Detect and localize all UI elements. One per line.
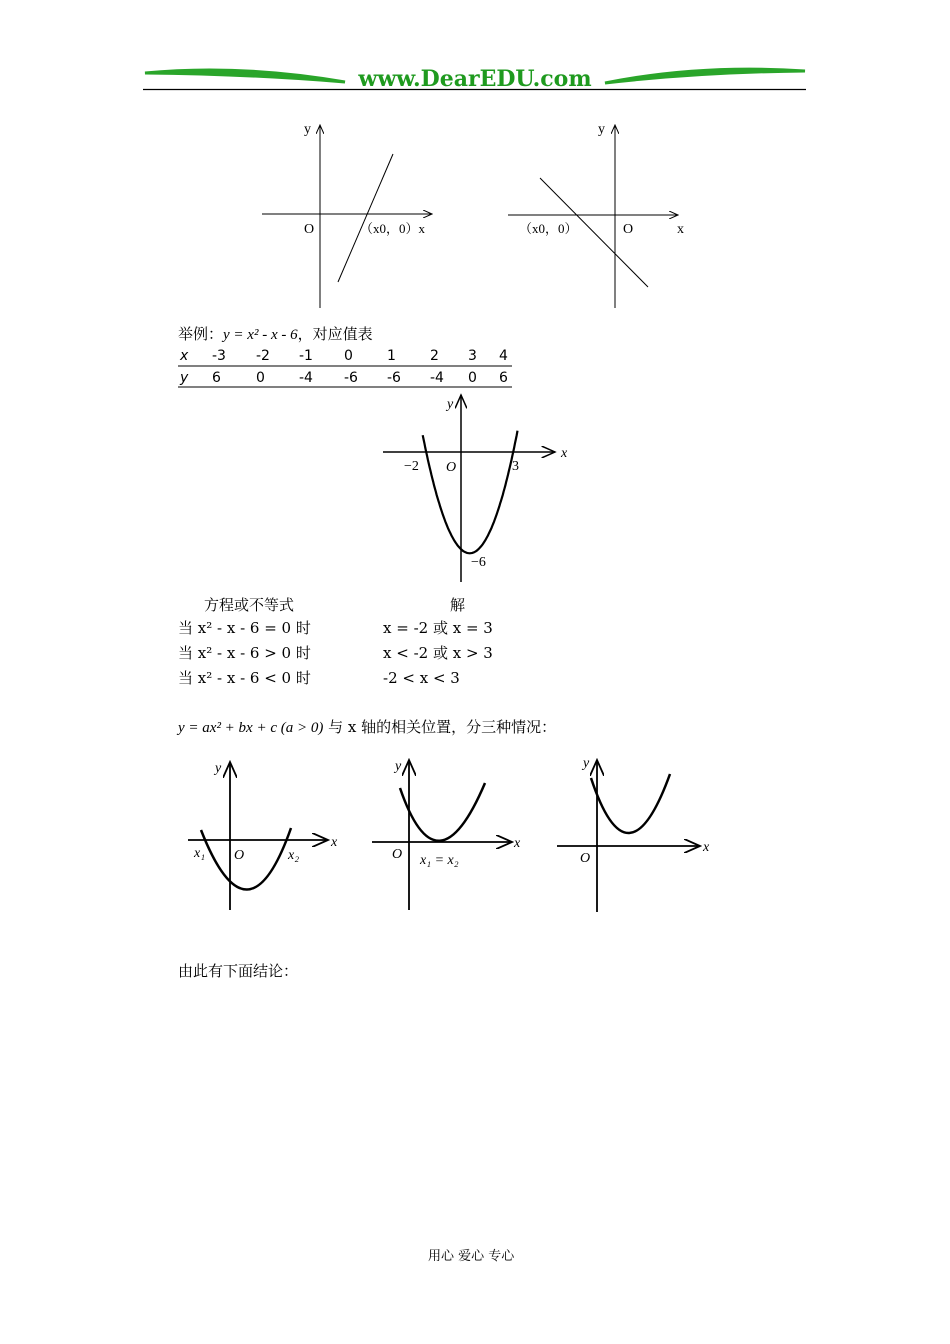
y-label: y bbox=[583, 756, 590, 771]
root2-label: 3 bbox=[512, 459, 519, 474]
line-graph-positive-slope bbox=[262, 122, 432, 308]
x-label: x bbox=[677, 222, 684, 237]
vertex-label: −6 bbox=[471, 555, 486, 570]
x2-label: x₂ bbox=[288, 848, 300, 863]
y-label: y bbox=[447, 397, 454, 412]
table-cell: 2 bbox=[430, 348, 439, 364]
table-cell: -6 bbox=[344, 370, 358, 386]
table-cell: 6 bbox=[499, 370, 508, 386]
example-intro: 举例： bbox=[178, 325, 224, 343]
table-cell: -1 bbox=[299, 348, 313, 364]
condition-row: 当 x² - x - 6 > 0 时 bbox=[178, 644, 311, 662]
table-cell: -2 bbox=[256, 348, 270, 364]
x1-equals-x2-label: x₁ = x₂ bbox=[420, 853, 459, 868]
cases-text: 与 x 轴的相关位置，分三种情况： bbox=[328, 718, 557, 736]
table-cell: -4 bbox=[299, 370, 313, 386]
solution-row: x = -2 或 x = 3 bbox=[383, 619, 493, 637]
origin-label: O bbox=[234, 848, 245, 863]
x1-label: x₁ bbox=[194, 846, 206, 861]
table-cell: 6 bbox=[212, 370, 221, 386]
example-suffix: ，对应值表 bbox=[297, 325, 373, 343]
row-label: y bbox=[180, 370, 189, 386]
solutions-header-right: 解 bbox=[450, 596, 466, 614]
solution-row: x < -2 或 x > 3 bbox=[383, 644, 493, 662]
table-cell: 4 bbox=[499, 348, 508, 364]
origin-label: O bbox=[446, 460, 457, 475]
parabola-example-graph bbox=[383, 395, 568, 582]
parabola-curve bbox=[591, 774, 670, 833]
root1-label: −2 bbox=[404, 459, 419, 474]
table-cell: 0 bbox=[256, 370, 265, 386]
conclusion: 由此有下面结论： bbox=[178, 962, 299, 980]
case-two-roots-graph bbox=[188, 761, 338, 910]
table-cell: 1 bbox=[387, 348, 396, 364]
y-label: y bbox=[215, 761, 222, 776]
line bbox=[338, 154, 393, 282]
footer: 用心 爱心 专心 bbox=[428, 1249, 515, 1264]
y-label: y bbox=[304, 122, 311, 137]
origin-label: O bbox=[304, 222, 315, 237]
x-label: x bbox=[561, 446, 568, 461]
condition-row: 当 x² - x - 6 < 0 时 bbox=[178, 669, 311, 687]
parabola-curve bbox=[423, 431, 518, 554]
y-label: y bbox=[598, 122, 605, 137]
solutions-header-left: 方程或不等式 bbox=[204, 596, 295, 614]
case-one-root-graph bbox=[372, 759, 521, 910]
parabola-curve bbox=[201, 828, 291, 890]
solution-row: -2 < x < 3 bbox=[383, 669, 460, 687]
origin-label: O bbox=[580, 851, 591, 866]
line-graph-negative-slope bbox=[508, 122, 684, 308]
parabola-curve bbox=[400, 783, 485, 841]
cases-formula: y = ax² + bx + c (a > 0) bbox=[178, 720, 324, 736]
x-label: x bbox=[514, 836, 521, 851]
y-label: y bbox=[395, 759, 402, 774]
point-label: （x0，0）x bbox=[360, 221, 426, 236]
origin-label: O bbox=[392, 847, 403, 862]
table-cell: 0 bbox=[468, 370, 477, 386]
table-cell: -3 bbox=[212, 348, 226, 364]
origin-label: O bbox=[623, 222, 634, 237]
x-label: x bbox=[331, 835, 338, 850]
table-cell: -6 bbox=[387, 370, 401, 386]
table-cell: 0 bbox=[344, 348, 353, 364]
row-label: x bbox=[180, 348, 189, 364]
cases-intro bbox=[178, 720, 556, 736]
point-label: （x0，0） bbox=[519, 221, 578, 236]
logo-text: www.DearEDU.com bbox=[358, 66, 592, 92]
condition-row: 当 x² - x - 6 = 0 时 bbox=[178, 619, 311, 637]
example-line bbox=[178, 327, 373, 343]
table-cell: -4 bbox=[430, 370, 444, 386]
x-label: x bbox=[703, 840, 710, 855]
example-formula: y = x² - x - 6 bbox=[223, 327, 298, 343]
case-no-roots-graph bbox=[557, 756, 710, 912]
table-cell: 3 bbox=[468, 348, 477, 364]
